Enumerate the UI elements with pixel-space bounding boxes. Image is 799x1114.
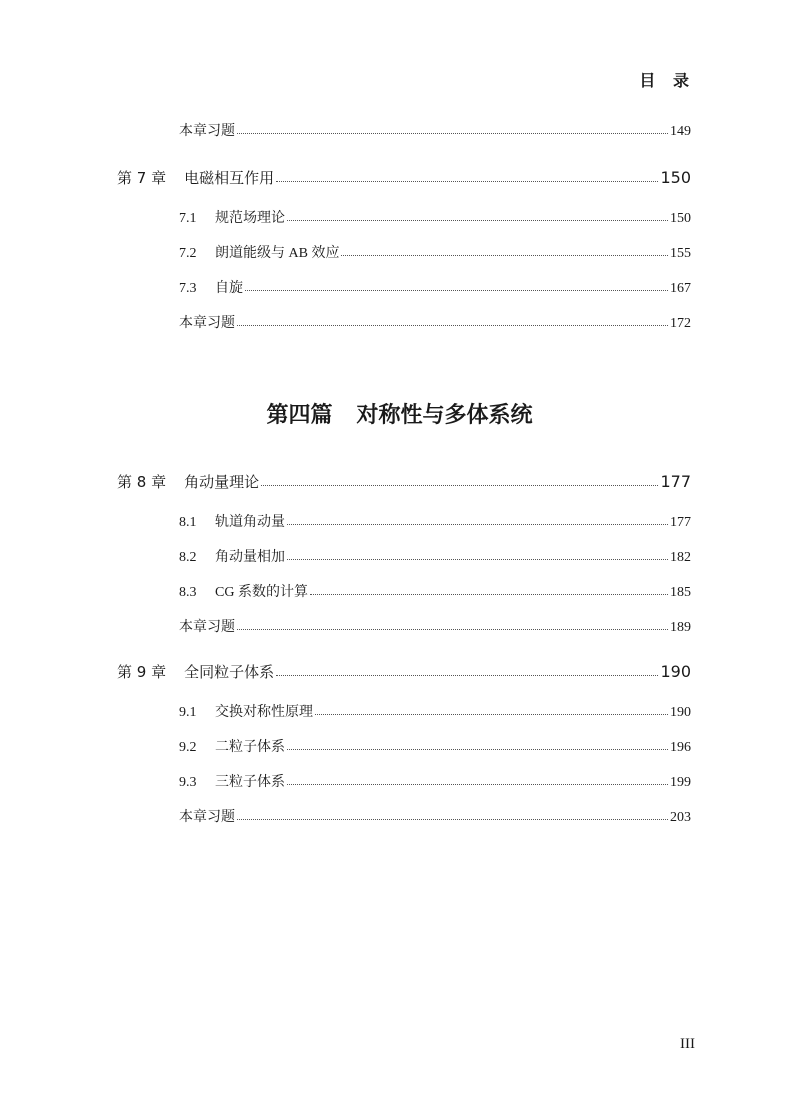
section-title: 三粒子体系 — [215, 775, 285, 790]
dot-leader — [237, 818, 668, 820]
chapter-title: 角动量理论 — [184, 473, 260, 491]
section-page: 190 — [670, 705, 691, 720]
toc-chapter-7[interactable] — [117, 167, 691, 188]
section-number: 8.3 — [179, 585, 197, 600]
section-number: 8.1 — [179, 515, 197, 530]
chapter-number: 第 8 章 — [117, 473, 167, 491]
toc-section-7-1[interactable] — [179, 207, 691, 227]
dot-leader — [237, 132, 668, 134]
section-page: 196 — [670, 740, 691, 755]
toc-section-7-2[interactable] — [179, 242, 691, 262]
toc-section-8-3[interactable] — [179, 581, 691, 601]
toc-entry-page: 189 — [670, 620, 691, 635]
section-page: 177 — [670, 515, 691, 530]
toc-entry-title: 本章习题 — [179, 810, 235, 825]
dot-leader — [310, 593, 668, 595]
toc-entry-page: 172 — [670, 316, 691, 331]
toc-entry-exercises-ch7[interactable] — [179, 312, 691, 332]
section-page: 199 — [670, 775, 691, 790]
section-title: 交换对称性原理 — [215, 705, 313, 720]
section-number: 9.1 — [179, 705, 197, 720]
dot-leader — [341, 254, 668, 256]
chapter-title: 全同粒子体系 — [184, 663, 275, 681]
toc-entry-title: 本章习题 — [179, 620, 235, 635]
chapter-number: 第 9 章 — [117, 663, 167, 681]
toc-section-8-1[interactable] — [179, 511, 691, 531]
section-page: 150 — [670, 211, 691, 226]
section-page: 182 — [670, 550, 691, 565]
section-number: 8.2 — [179, 550, 197, 565]
dot-leader — [287, 523, 668, 525]
toc-entry-exercises-ch6[interactable] — [179, 120, 691, 140]
toc-chapter-8[interactable] — [117, 471, 691, 492]
toc-entry-exercises-ch9[interactable] — [179, 806, 691, 826]
dot-leader — [276, 180, 658, 182]
toc-entry-exercises-ch8[interactable] — [179, 616, 691, 636]
section-title: 角动量相加 — [215, 550, 285, 565]
chapter-number: 第 7 章 — [117, 169, 167, 187]
dot-leader — [245, 289, 668, 291]
toc-section-7-3[interactable] — [179, 277, 691, 297]
section-page: 167 — [670, 281, 691, 296]
section-page: 185 — [670, 585, 691, 600]
section-number: 9.3 — [179, 775, 197, 790]
section-number: 9.2 — [179, 740, 197, 755]
dot-leader — [261, 484, 658, 486]
dot-leader — [315, 713, 668, 715]
section-title: CG 系数的计算 — [215, 585, 308, 600]
toc-entry-title: 本章习题 — [179, 316, 235, 331]
section-title: 规范场理论 — [215, 211, 285, 226]
chapter-page: 150 — [660, 168, 691, 187]
chapter-page: 177 — [660, 472, 691, 491]
toc-section-9-1[interactable] — [179, 701, 691, 721]
section-title: 朗道能级与 AB 效应 — [215, 246, 340, 261]
part-label: 第四篇 — [266, 402, 333, 428]
toc-section-9-2[interactable] — [179, 736, 691, 756]
toc-entry-title: 本章习题 — [179, 124, 235, 139]
section-page: 155 — [670, 246, 691, 261]
dot-leader — [287, 219, 668, 221]
section-title: 自旋 — [215, 281, 243, 296]
dot-leader — [276, 674, 658, 676]
section-number: 7.1 — [179, 211, 197, 226]
dot-leader — [287, 748, 668, 750]
toc-section-8-2[interactable] — [179, 546, 691, 566]
chapter-title: 电磁相互作用 — [184, 169, 275, 187]
section-number: 7.2 — [179, 246, 197, 261]
dot-leader — [287, 783, 668, 785]
dot-leader — [237, 324, 668, 326]
section-number: 7.3 — [179, 281, 197, 296]
part-heading — [0, 398, 799, 429]
toc-section-9-3[interactable] — [179, 771, 691, 791]
toc-entry-page: 203 — [670, 810, 691, 825]
toc-chapter-9[interactable] — [117, 661, 691, 682]
part-title: 对称性与多体系统 — [356, 402, 533, 428]
running-header: 目 录 — [639, 71, 695, 90]
dot-leader — [237, 628, 668, 630]
page-number: III — [680, 1036, 695, 1052]
chapter-page: 190 — [660, 662, 691, 681]
section-title: 二粒子体系 — [215, 740, 285, 755]
dot-leader — [287, 558, 668, 560]
toc-entry-page: 149 — [670, 124, 691, 139]
section-title: 轨道角动量 — [215, 515, 285, 530]
